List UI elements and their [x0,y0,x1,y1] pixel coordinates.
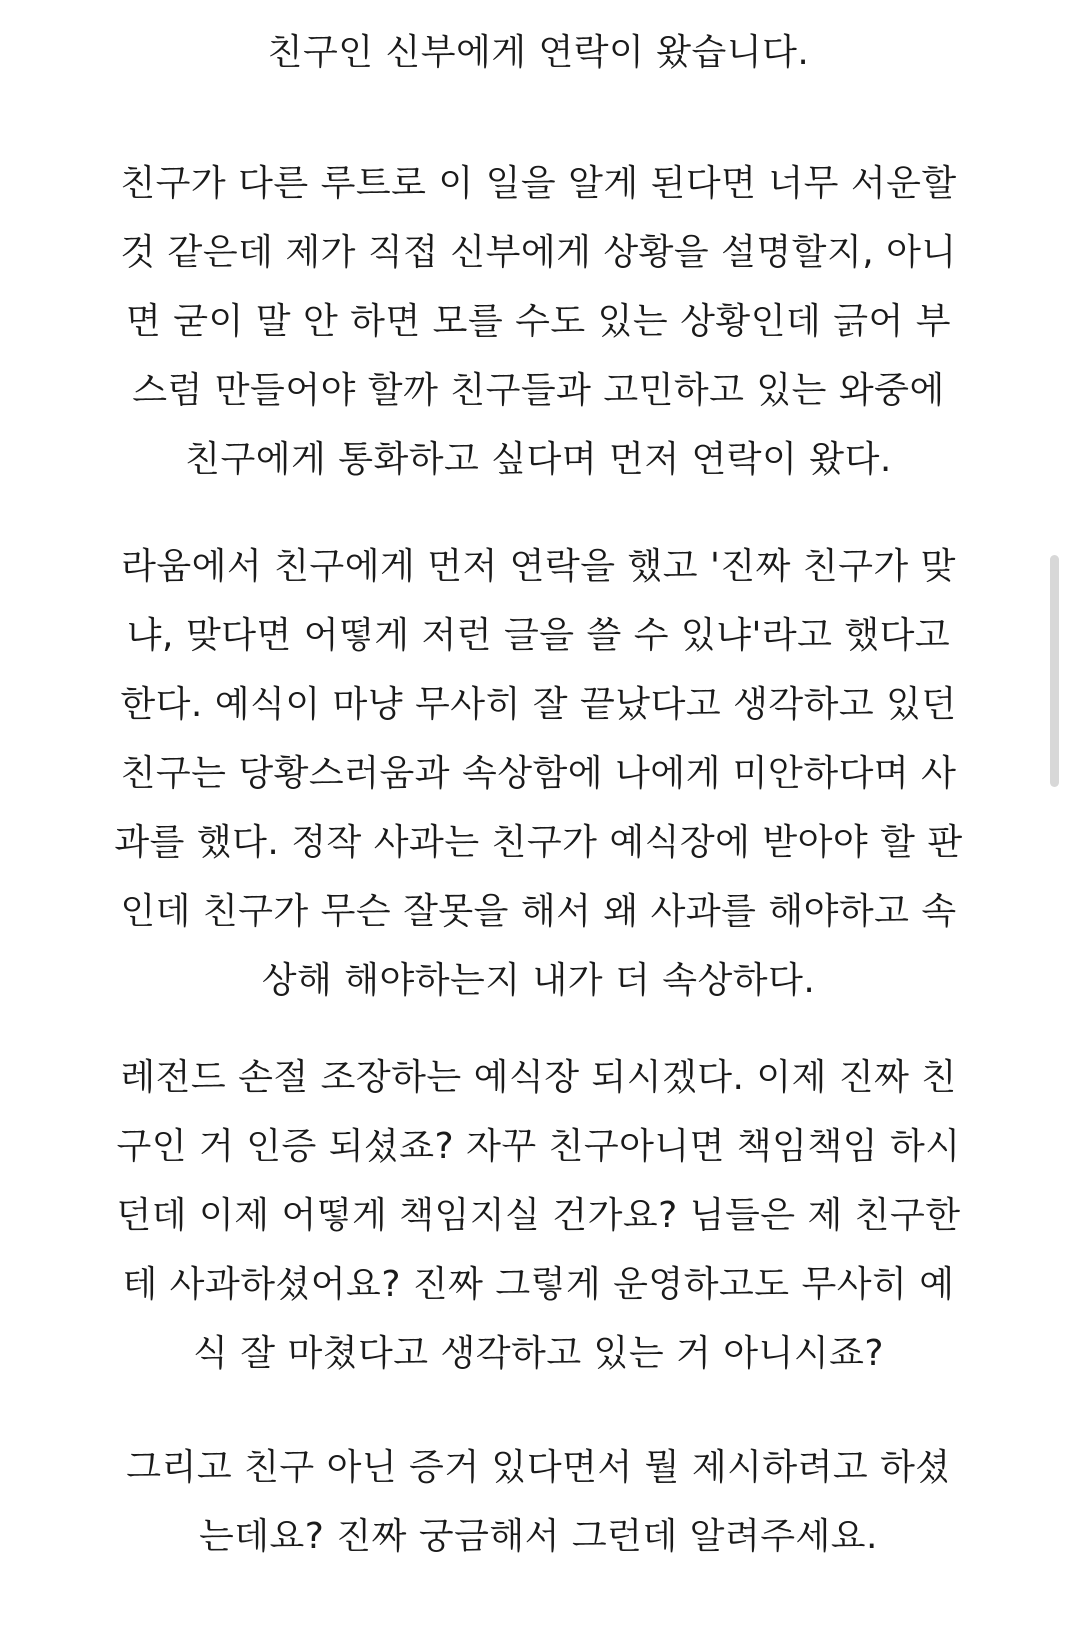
paragraph-3 [0,532,1077,1015]
text-line: 스럼 만들어야 할까 친구들과 고민하고 있는 와중에 [132,370,945,411]
text-line: 식 잘 마쳤다고 생각하고 있는 거 아니시죠? [193,1333,884,1374]
text-line: 라움에서 친구에게 먼저 연락을 했고 '진짜 친구가 맞 [121,546,956,587]
text-line: 한다. 예식이 마냥 무사히 잘 끝났다고 생각하고 있던 [120,684,957,725]
text-line: 그리고 친구 아닌 증거 있다면서 뭘 제시하려고 하셨 [126,1447,951,1488]
paragraph-4 [0,1043,1077,1388]
paragraph-1 [0,18,1077,87]
scrollbar-thumb[interactable] [1050,555,1059,787]
text-line: 면 굳이 말 안 하면 모를 수도 있는 상황인데 긁어 부 [126,301,951,342]
text-line: 구인 거 인증 되셨죠? 자꾸 친구아니면 책임책임 하시 [116,1126,961,1167]
text-line: 레전드 손절 조장하는 예식장 되시겠다. 이제 진짜 친 [120,1057,957,1098]
text-line: 인데 친구가 무슨 잘못을 해서 왜 사과를 해야하고 속 [120,891,957,932]
paragraph-2 [0,149,1077,494]
text-line: 친구가 다른 루트로 이 일을 알게 된다면 너무 서운할 [120,163,957,204]
text-line: 던데 이제 어떻게 책임지실 건가요? 님들은 제 친구한 [116,1195,961,1236]
text-line: 과를 했다. 정작 사과는 친구가 예식장에 받아야 할 판 [114,822,963,863]
text-line: 는데요? 진짜 궁금해서 그런데 알려주세요. [198,1516,879,1557]
text-line: 테 사과하셨어요? 진짜 그렇게 운영하고도 무사히 예 [122,1264,955,1305]
text-line: 상해 해야하는지 내가 더 속상하다. [261,960,816,1001]
text-line: 친구에게 통화하고 싶다며 먼저 연락이 왔다. [185,439,892,480]
paragraph-5 [0,1433,1077,1571]
text-line: 것 같은데 제가 직접 신부에게 상황을 설명할지, 아니 [120,232,957,273]
text-line: 친구는 당황스러움과 속상함에 나에게 미안하다며 사 [120,753,957,794]
text-line: 친구인 신부에게 연락이 왔습니다. [267,32,810,73]
text-line: 냐, 맞다면 어떻게 저런 글을 쓸 수 있냐'라고 했다고 [126,615,951,656]
